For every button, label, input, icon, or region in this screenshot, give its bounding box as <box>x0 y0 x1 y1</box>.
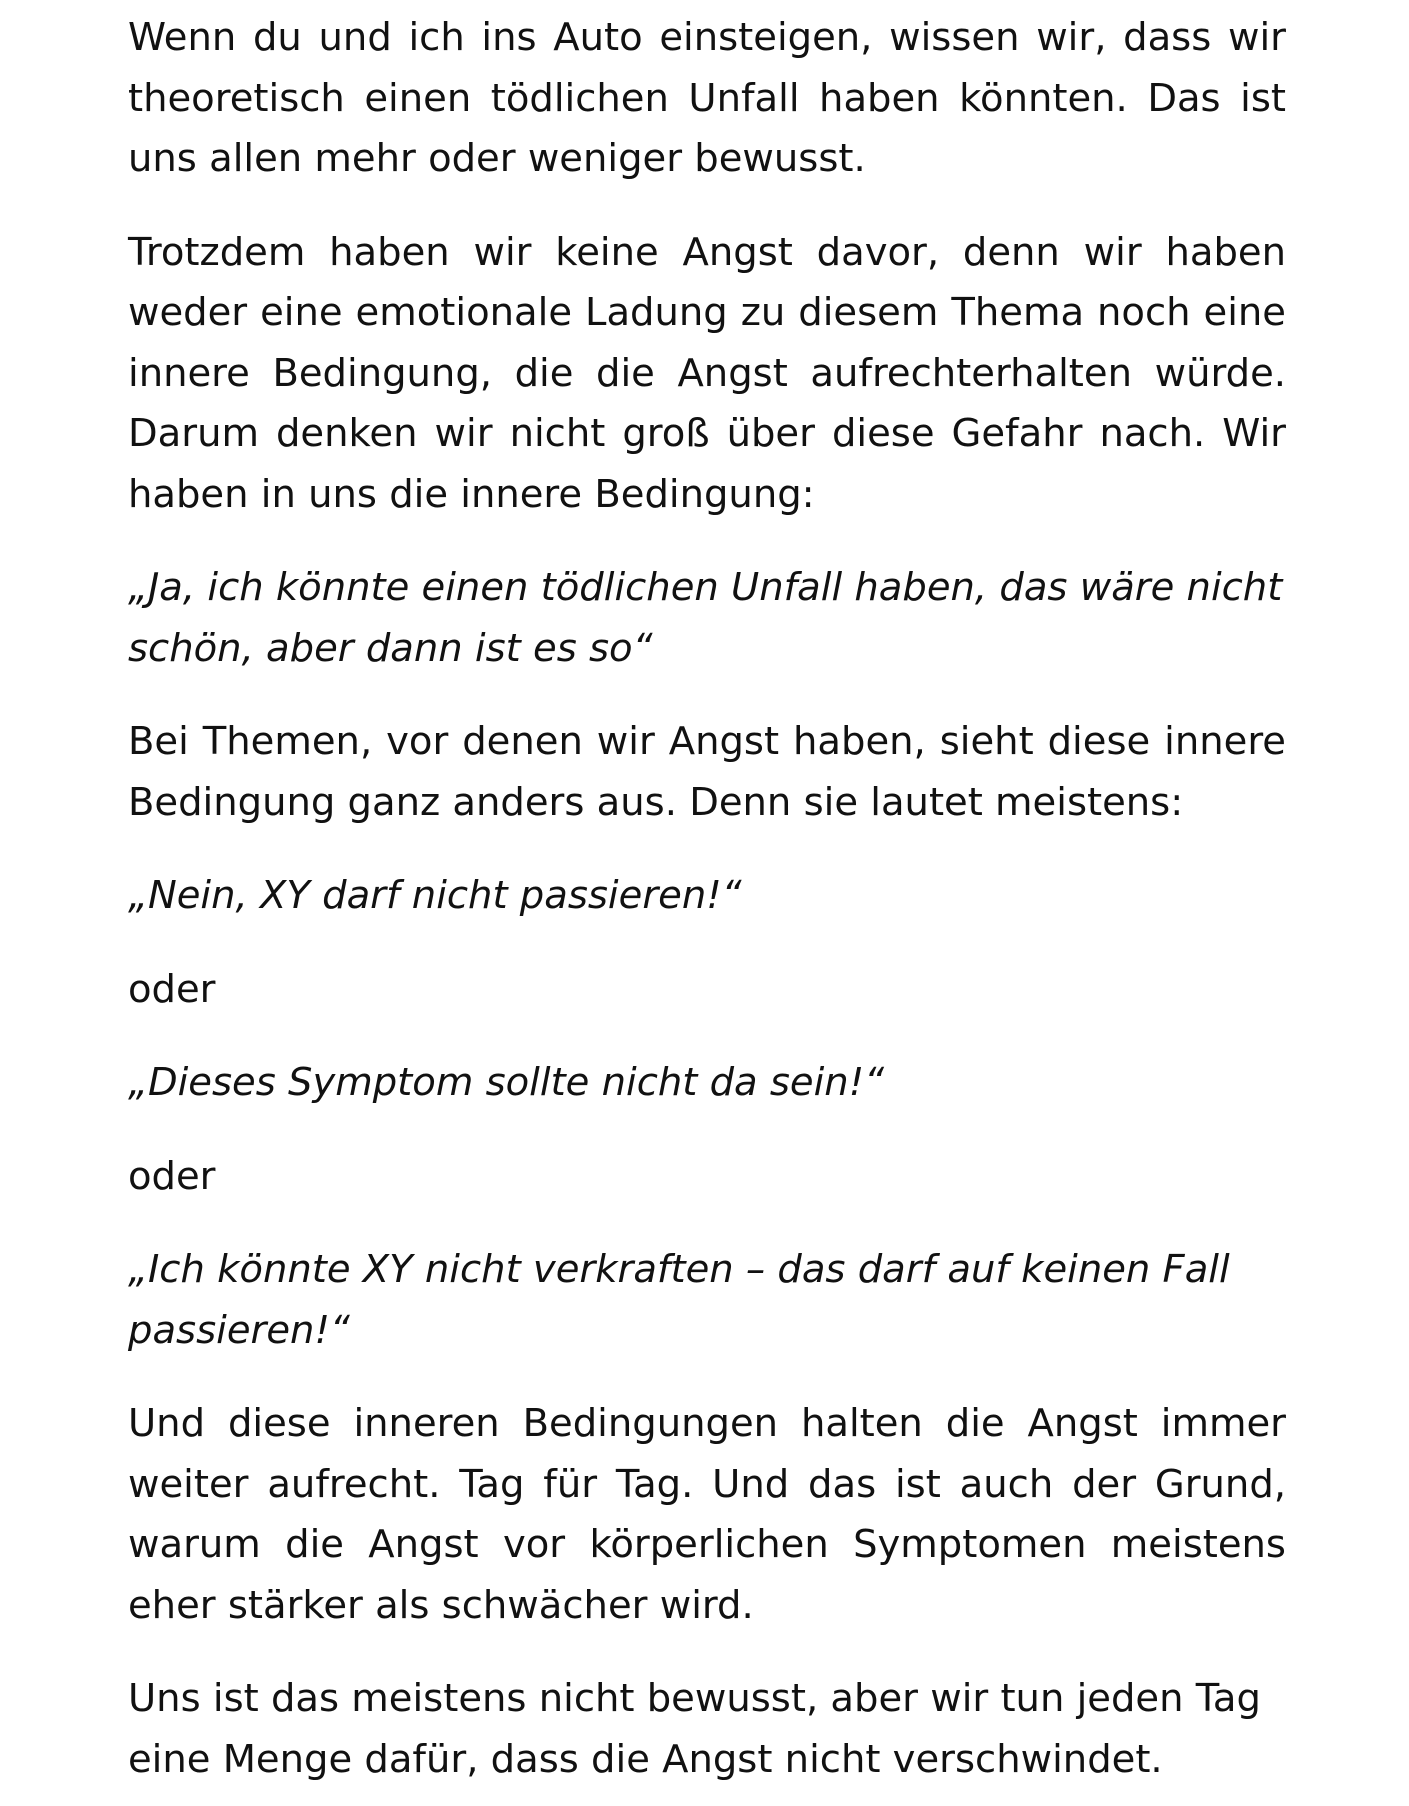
paragraph-conditions-maintain-fear: Und diese inneren Bedingungen halten die Angst immer weiter aufrecht. Tag für Tag. Und das ist auch der Grund, warum die Angst vor körperlichen Symptomen meistens eher stärker als schwächer wird. <box>128 1401 1286 1628</box>
paragraph-unaware: Uns ist das meistens nicht bewusst, aber wir tun jeden Tag eine Menge dafür, dass die Angst nicht verschwindet. <box>128 1676 1261 1782</box>
connector-oder-1: oder <box>128 966 216 1012</box>
quote-symptom: „Dieses Symptom sollte nicht da sein!“ <box>128 1060 885 1105</box>
paragraph-fear-topics: Bei Themen, vor denen wir Angst haben, sieht diese innere Bedingung ganz anders aus. Denn sie lautet meistens: <box>128 719 1286 825</box>
paragraph-no-fear: Trotzdem haben wir keine Angst davor, denn wir haben weder eine emotionale Ladung zu diesem Thema noch eine innere Bedingung, die die Angst aufrechterhalten würde. Darum denken wir nicht groß über diese Gefahr nach. Wir haben in uns die innere Bedingung: <box>128 229 1286 517</box>
quote-must-not-happen: „Nein, XY darf nicht passieren!“ <box>128 873 742 918</box>
quote-could-not-cope: „Ich könnte XY nicht verkraften – das darf auf keinen Fall passieren!“ <box>128 1247 1230 1353</box>
document-page <box>128 8 1286 1790</box>
quote-accident-acceptance: „Ja, ich könnte einen tödlichen Unfall haben, das wäre nicht schön, aber dann ist es so“ <box>128 565 1283 671</box>
connector-oder-2: oder <box>128 1153 216 1199</box>
paragraph-car-accident: Wenn du und ich ins Auto einsteigen, wissen wir, dass wir theoretisch einen tödlichen Unfall haben könnten. Das ist uns allen mehr oder weniger bewusst. <box>128 15 1286 181</box>
